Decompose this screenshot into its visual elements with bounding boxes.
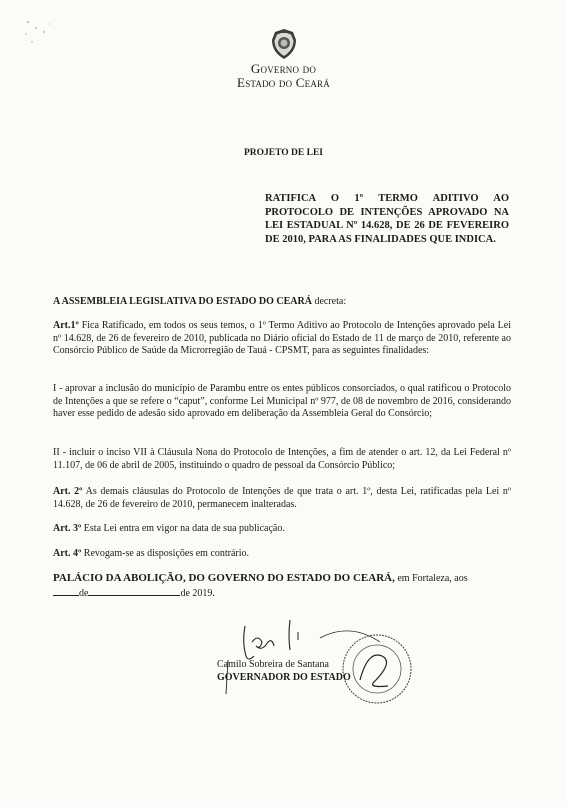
article-2-text: As demais cláusulas do Protocolo de Intenções de que trata o art. 1º, desta Lei, ratificadas pela Lei nº 14.628, de 26 de fevereiro de 2010, permanecem inalteradas. [53, 486, 511, 510]
law-summary: RATIFICA O 1º TERMO ADITIVO AO PROTOCOLO DE INTENÇÕES APROVADO NA LEI ESTADUAL Nº 14.628, DE 26 DE FEVEREIRO DE 2010, PARA AS FINALIDADES QUE INDICA. [265, 193, 509, 245]
closing-place: PALÁCIO DA ABOLIÇÃO, DO GOVERNO DO ESTADO DO CEARÁ, [53, 572, 395, 584]
document-title: PROJETO DE LEI [243, 148, 323, 158]
article-3-label: Art. 3º [53, 523, 82, 534]
month-blank [88, 586, 180, 596]
closing-city: em Fortaleza, aos [394, 573, 468, 584]
letterhead-line-2: Estado do Ceará [237, 75, 330, 90]
article-4-label: Art. 4º [53, 548, 82, 559]
date-year: de 2019. [180, 587, 215, 599]
article-2-label: Art. 2º [53, 486, 83, 497]
signer-name: Camilo Sobreira de Santana [217, 659, 329, 670]
signer-title: GOVERNADOR DO ESTADO [217, 672, 351, 683]
article-3-text: Esta Lei entra em vigor na data de sua publicação. [81, 523, 285, 534]
article-1-item-1: I - aprovar a inclusão do município de Parambu entre os entes públicos consorciados, o qual ratificou o Protocolo de Intenções a que se refere o “caput”, conforme Lei Municipal nº 977, de 08 de novembro de 2016, considerando haver esse pedido de adesão sido aprovado em deliberação da Assembleia Geral do Consórcio; [53, 383, 511, 420]
official-seal-stamp [338, 630, 416, 708]
article-4 [53, 548, 511, 561]
letterhead [0, 28, 567, 90]
enactment-clause [53, 296, 511, 309]
day-blank [53, 586, 79, 596]
enactment-body: A ASSEMBLEIA LEGISLATIVA DO ESTADO DO CEARÁ [53, 296, 312, 307]
enactment-verb: decreta: [311, 296, 347, 307]
date-de-1: de [79, 587, 89, 599]
article-4-text: Revogam-se as disposições em contrário. [81, 548, 250, 559]
article-3 [53, 523, 511, 536]
article-1-label: Art.1º [53, 320, 79, 331]
state-coat-of-arms-icon [269, 28, 299, 60]
letterhead-line-1: Governo do [250, 61, 317, 76]
closing-formula [53, 572, 511, 600]
article-1 [53, 320, 511, 358]
article-2 [53, 486, 511, 511]
article-1-item-2: II - incluir o inciso VII à Cláusula Nona do Protocolo de Intenções, a fim de atender o art. 12, da Lei Federal nº 11.107, de 06 de abril de 2005, instituindo o quadro de pessoal da Consórcio Público; [53, 447, 511, 471]
article-1-text: Fica Ratificado, em todos os seus temos, o 1º Termo Aditivo ao Protocolo de Intenções aprovado pela Lei nº 14.628, de 26 de fevereiro de 2010, publicada no Diário oficial do Estado de 11 de março de 2010, referente ao Consórcio Público de Saúde da Microrregião de Tauá - CPSMT, para as seguintes finalidades: [53, 320, 511, 357]
